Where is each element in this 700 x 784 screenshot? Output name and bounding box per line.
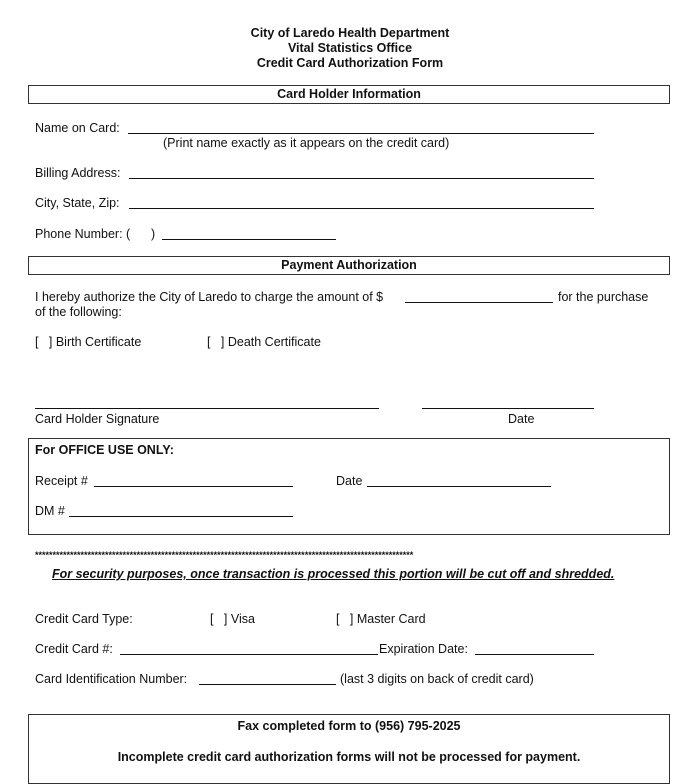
expiration-date-label: Expiration Date:: [379, 642, 468, 656]
visa-checkbox[interactable]: [ ] Visa: [210, 612, 255, 626]
city-state-zip-label: City, State, Zip:: [35, 196, 120, 210]
card-id-hint: (last 3 digits on back of credit card): [340, 672, 534, 686]
dm-label: DM #: [35, 504, 65, 518]
credit-card-type-label: Credit Card Type:: [35, 612, 133, 626]
form-title: Credit Card Authorization Form: [256, 56, 444, 70]
card-id-field[interactable]: [199, 684, 336, 685]
birth-certificate-checkbox[interactable]: [ ] Birth Certificate: [35, 335, 142, 349]
card-id-label: Card Identification Number:: [35, 672, 188, 686]
name-on-card-field[interactable]: [128, 133, 594, 134]
credit-card-number-field[interactable]: [120, 654, 378, 655]
fax-instructions: Fax completed form to (956) 795-2025: [237, 719, 461, 733]
credit-card-number-label: Credit Card #:: [35, 642, 113, 656]
name-on-card-hint: (Print name exactly as it appears on the credit card): [163, 136, 450, 150]
card-holder-section-header: [28, 85, 670, 104]
cut-line-stars: ************************************************************************************************************: [35, 550, 414, 560]
name-on-card-label: Name on Card:: [35, 121, 120, 135]
security-notice: For security purposes, once transaction is processed this portion will be cut off and shredded.: [52, 567, 615, 581]
city-state-zip-field[interactable]: [129, 208, 594, 209]
death-certificate-checkbox[interactable]: [ ] Death Certificate: [207, 335, 321, 349]
amount-field[interactable]: [405, 302, 553, 303]
office-use-title: For OFFICE USE ONLY:: [35, 443, 174, 457]
card-holder-section-title: Card Holder Information: [277, 87, 421, 101]
form-header-office: Vital Statistics Office: [287, 41, 413, 55]
phone-number-label: Phone Number: ( ): [35, 227, 156, 241]
signature-field[interactable]: [35, 408, 379, 409]
billing-address-label: Billing Address:: [35, 166, 121, 180]
incomplete-form-warning: Incomplete credit card authorization forms will not be processed for payment.: [117, 750, 581, 764]
receipt-label: Receipt #: [35, 474, 88, 488]
dm-field[interactable]: [69, 516, 293, 517]
payment-section-title: Payment Authorization: [281, 258, 417, 272]
billing-address-field[interactable]: [129, 178, 594, 179]
purchase-text: for the purchase: [558, 290, 649, 304]
payment-section-header: [28, 256, 670, 275]
signature-date-label: Date: [508, 412, 535, 426]
signature-label: Card Holder Signature: [35, 412, 160, 426]
office-date-label: Date: [336, 474, 363, 488]
master-card-checkbox[interactable]: [ ] Master Card: [336, 612, 426, 626]
form-header-department: City of Laredo Health Department: [250, 26, 450, 40]
authorize-text: I hereby authorize the City of Laredo to charge the amount of $: [35, 290, 384, 304]
phone-number-field[interactable]: [162, 239, 336, 240]
signature-date-field[interactable]: [422, 408, 594, 409]
expiration-date-field[interactable]: [475, 654, 594, 655]
office-date-field[interactable]: [367, 486, 551, 487]
receipt-field[interactable]: [94, 486, 293, 487]
following-text: of the following:: [35, 305, 122, 319]
